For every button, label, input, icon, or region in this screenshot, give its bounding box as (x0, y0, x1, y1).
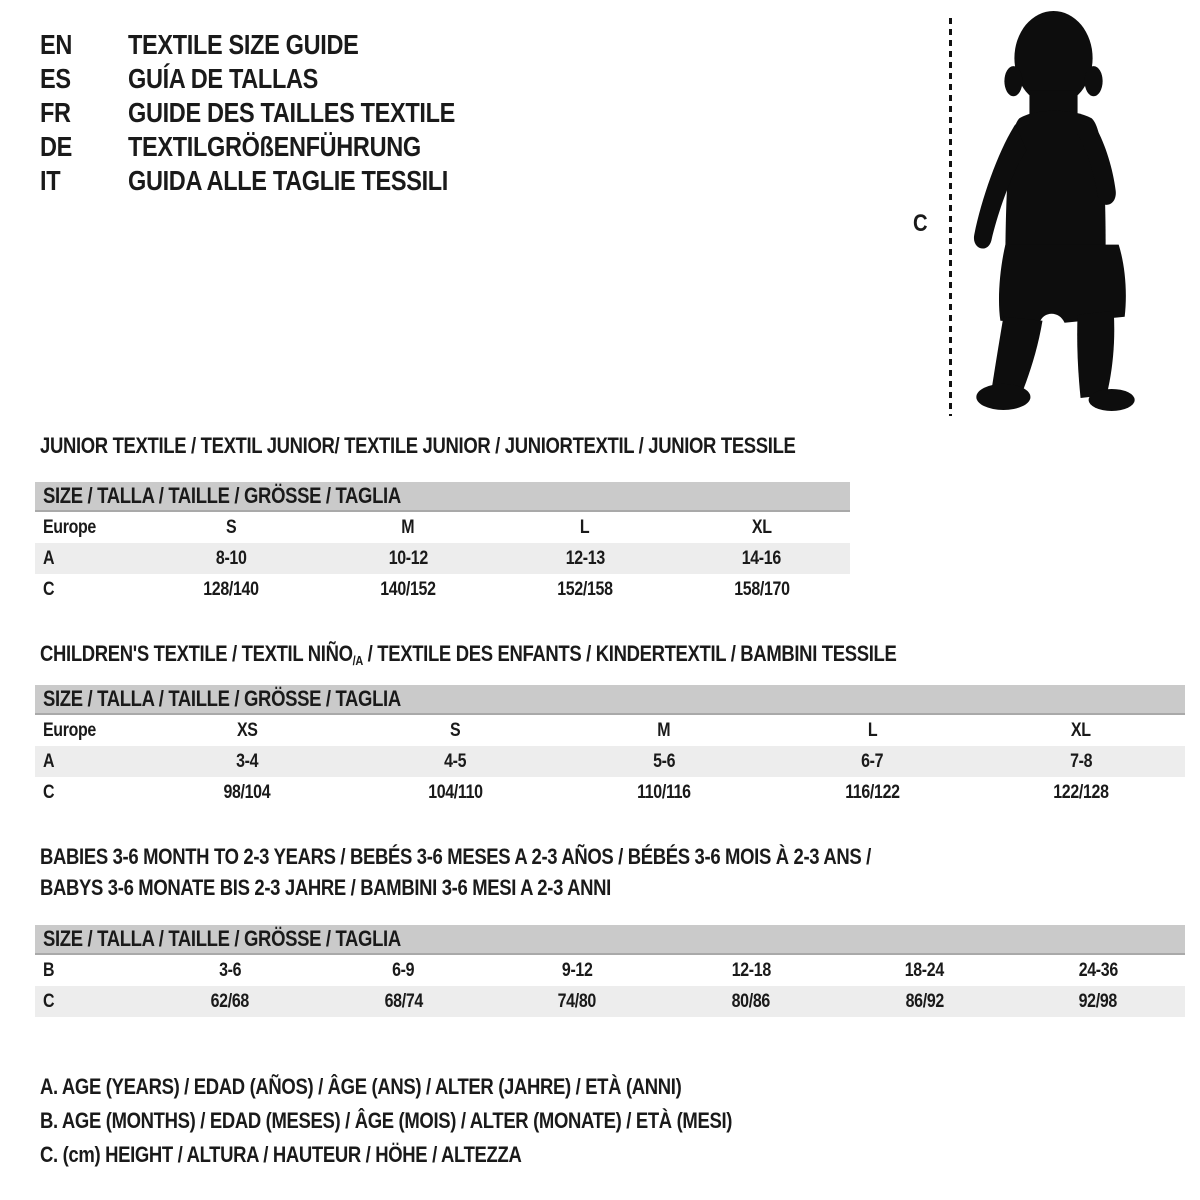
height-measure-figure (905, 8, 1197, 422)
language-title-list (40, 28, 517, 198)
lang-code: DE (40, 131, 73, 162)
table-row (35, 715, 1185, 746)
table-cell: L (580, 516, 590, 538)
table-cell: 74/80 (558, 990, 597, 1012)
row-label: A (43, 547, 55, 569)
measure-legend (40, 1070, 864, 1172)
table-cell: 152/158 (557, 578, 613, 600)
table-cell: 5-6 (652, 750, 676, 772)
table-cell: 98/104 (223, 781, 271, 803)
lang-row-en (40, 28, 517, 62)
lang-code: FR (40, 97, 71, 128)
table-cell: 14-16 (742, 547, 782, 569)
table-row (35, 986, 1185, 1017)
lang-code: ES (40, 63, 71, 94)
table-cell: XS (236, 719, 258, 741)
row-label: A (43, 750, 55, 772)
table-cell: 10-12 (388, 547, 428, 569)
table-row (35, 574, 850, 605)
legend-line-a: A. AGE (YEARS) / EDAD (AÑOS) / ÂGE (ANS) / ALTER (JAHRE) / ETÀ (ANNI) (40, 1074, 682, 1099)
junior-size-table (35, 482, 850, 605)
height-measure-line (949, 18, 952, 416)
lang-title: GUIDA ALLE TAGLIE TESSILI (127, 165, 448, 196)
row-label: Europe (43, 516, 96, 538)
lang-title: TEXTILGRÖßENFÜHRUNG (127, 131, 421, 162)
table-cell: 7-8 (1069, 750, 1092, 772)
legend-line-b: B. AGE (MONTHS) / EDAD (MESES) / ÂGE (MOIS) / ALTER (MONATE) / ETÀ (MESI) (40, 1108, 733, 1133)
children-section-heading: CHILDREN'S TEXTILE / TEXTIL $NIÑO_{/A}$ / TEXTILE DES ENFANTS / KINDERTEXTIL / BAMBINI TESSILE (40, 641, 897, 668)
table-cell: 62/68 (210, 990, 249, 1012)
table-cell: 86/92 (905, 990, 944, 1012)
table-cell: 8-10 (216, 547, 247, 569)
table-row (35, 512, 850, 543)
table-cell: 3-6 (218, 959, 241, 981)
nino-a-subscript: /A (352, 653, 363, 668)
lang-title: TEXTILE SIZE GUIDE (127, 29, 359, 60)
table-cell: 104/110 (428, 781, 483, 803)
table-cell: 9-12 (561, 959, 593, 981)
table-cell: 158/170 (733, 578, 790, 600)
table-cell: 3-4 (236, 750, 259, 772)
lang-code: EN (40, 29, 73, 60)
table-cell: XL (751, 516, 772, 538)
row-label: C (43, 990, 55, 1012)
toddler-silhouette-icon (963, 8, 1139, 414)
table-row (35, 955, 1185, 986)
table-cell: 6-9 (392, 959, 415, 981)
children-size-table (35, 685, 1185, 808)
size-table-header: SIZE / TALLA / TAILLE / GRÖSSE / TAGLIA (35, 685, 1185, 715)
table-cell: S (226, 516, 237, 538)
table-cell: 24-36 (1078, 959, 1118, 981)
table-cell: 116/122 (845, 781, 900, 803)
row-label: C (43, 578, 55, 600)
table-cell: S (450, 719, 461, 741)
lang-title: GUÍA DE TALLAS (127, 63, 318, 94)
babies-size-table (35, 925, 1185, 1017)
legend-line-c: C. (cm) HEIGHT / ALTURA / HAUTEUR / HÖHE / ALTEZZA (40, 1142, 522, 1167)
table-cell: 80/86 (731, 990, 770, 1012)
table-row (35, 746, 1185, 777)
table-cell: 4-5 (444, 750, 467, 772)
size-table-header: SIZE / TALLA / TAILLE / GRÖSSE / TAGLIA (35, 482, 850, 512)
table-cell: XL (1070, 719, 1091, 741)
babies-section-heading-line1: BABIES 3-6 MONTH TO 2-3 YEARS / BEBÉS 3-6 MESES A 2-3 AÑOS / BÉBÉS 3-6 MOIS À 2-3 ANS / (40, 844, 871, 869)
junior-section-heading: JUNIOR TEXTILE / TEXTIL JUNIOR/ TEXTILE JUNIOR / JUNIORTEXTIL / JUNIOR TESSILE (40, 433, 796, 458)
table-cell: 122/128 (1053, 781, 1109, 803)
lang-row-it (40, 164, 517, 198)
babies-section-heading-line2: BABYS 3-6 MONATE BIS 2-3 JAHRE / BAMBINI 3-6 MESI A 2-3 ANNI (40, 875, 611, 900)
row-label: Europe (43, 719, 96, 741)
table-cell: 128/140 (203, 578, 260, 600)
height-measure-label: C (913, 210, 928, 237)
lang-row-de (40, 130, 517, 164)
lang-code: IT (40, 165, 61, 196)
table-cell: M (401, 516, 415, 538)
table-cell: L (867, 719, 878, 741)
table-row (35, 543, 850, 574)
table-cell: 12-13 (565, 547, 605, 569)
row-label: C (43, 781, 55, 803)
table-cell: 140/152 (380, 578, 436, 600)
row-label: B (43, 959, 55, 981)
lang-row-fr (40, 96, 517, 130)
table-cell: 110/116 (637, 781, 691, 803)
lang-row-es (40, 62, 517, 96)
size-table-header: SIZE / TALLA / TAILLE / GRÖSSE / TAGLIA (35, 925, 1185, 955)
table-row (35, 777, 1185, 808)
lang-title: GUIDE DES TAILLES TEXTILE (127, 97, 455, 128)
table-cell: M (657, 719, 671, 741)
table-cell: 6-7 (861, 750, 884, 772)
table-cell: 92/98 (1079, 990, 1118, 1012)
table-cell: 18-24 (904, 959, 945, 981)
table-cell: 68/74 (384, 990, 423, 1012)
table-cell: 12-18 (731, 959, 771, 981)
